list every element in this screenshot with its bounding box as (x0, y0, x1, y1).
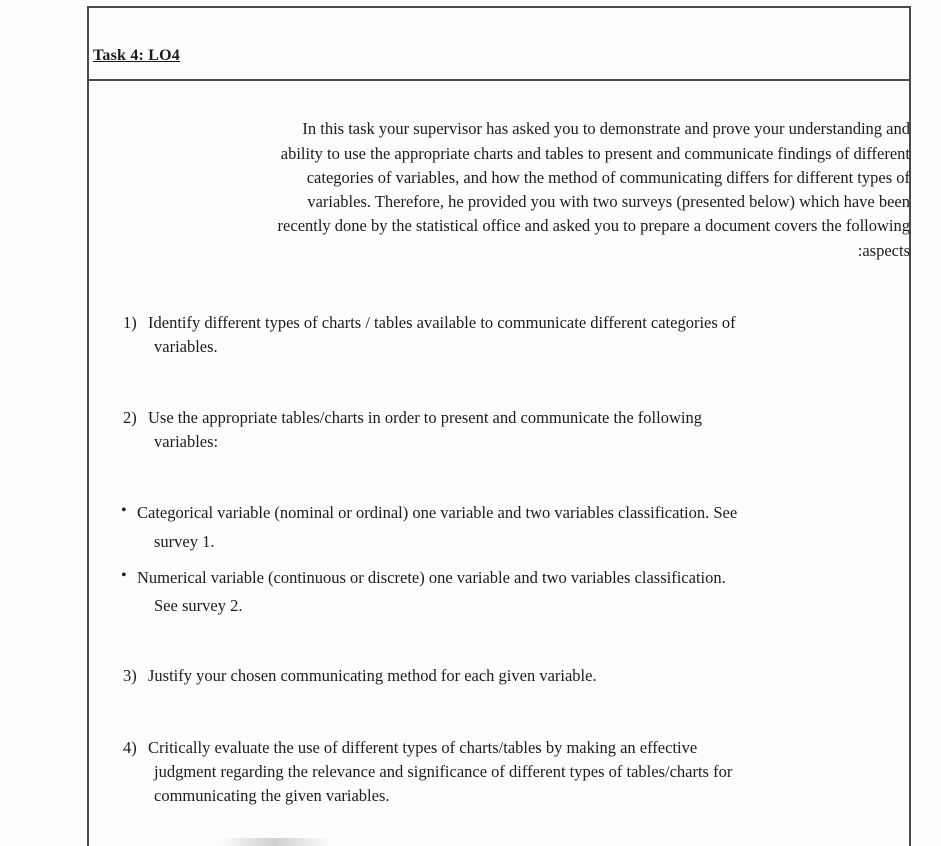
bullet-2-line-2: See survey 2. (154, 596, 243, 615)
intro-line-1: In this task your supervisor has asked you to demonstrate and prove your understanding and (302, 119, 910, 138)
item-4-line-1: Critically evaluate the use of different types of charts/tables by making an effective (148, 738, 698, 757)
item-1-line-2: variables. (154, 337, 218, 356)
bullet-2-symbol: • (121, 567, 127, 584)
item-4-line-2: judgment regarding the relevance and significance of different types of tables/charts for (154, 762, 733, 781)
item-2-line-1: Use the appropriate tables/charts in order to present and communicate the following (148, 408, 702, 427)
title-divider (87, 79, 911, 81)
item-2-line-2: variables: (154, 432, 219, 451)
item-1-line-1: Identify different types of charts / tables available to communicate different categories of (148, 313, 736, 332)
intro-line-3: categories of variables, and how the method of communicating differs for different types of (306, 168, 910, 187)
intro-line-6: :aspects (857, 241, 910, 260)
item-2-number: 2) (123, 408, 137, 427)
item-4-line-3: communicating the given variables. (154, 786, 390, 805)
bullet-1-line-1: Categorical variable (nominal or ordinal) one variable and two variables classification. See (137, 503, 738, 522)
bullet-1-symbol: • (121, 502, 127, 519)
bullet-1-line-2: survey 1. (154, 532, 215, 551)
item-3-number: 3) (123, 666, 137, 685)
intro-line-5: recently done by the statistical office and asked you to prepare a document covers the following (277, 216, 910, 235)
item-1-number: 1) (123, 313, 137, 332)
item-4-number: 4) (123, 738, 137, 757)
intro-line-2: ability to use the appropriate charts and tables to present and communicate findings of different (280, 144, 910, 163)
bullet-2-line-1: Numerical variable (continuous or discrete) one variable and two variables classification. (137, 568, 726, 587)
scan-smudge (220, 838, 330, 846)
intro-line-4: variables. Therefore, he provided you with two surveys (presented below) which have been (307, 192, 910, 211)
item-3-line-1: Justify your chosen communicating method for each given variable. (148, 666, 597, 685)
task-title: Task 4: LO4 (93, 47, 180, 64)
